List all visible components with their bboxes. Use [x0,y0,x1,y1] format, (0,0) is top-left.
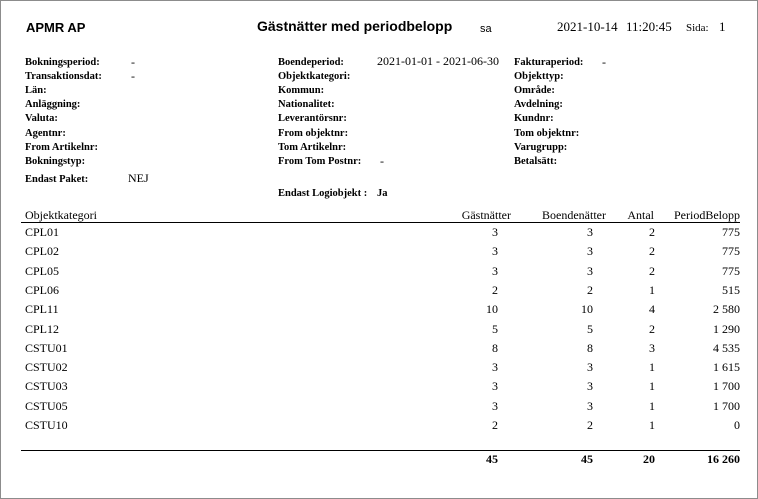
filter-value-fakturaperiod: - [602,55,606,69]
report-title: Gästnätter med periodbelopp [257,18,453,34]
filter-label-endast-logiobjekt: Endast Logiobjekt : [278,188,368,199]
filter-label-from-artikelnr: From Artikelnr: [25,142,98,153]
filter-label-varugrupp: Varugrupp: [514,142,568,153]
cell-boendenatter: 3 [587,225,593,239]
filter-value-boendeperiod: 2021-01-01 - 2021-06-30 [377,54,499,68]
cell-antal: 1 [649,283,655,297]
cell-boendenatter: 10 [581,302,593,316]
filter-label-lan: Län: [25,85,47,96]
cell-objektkategori: CPL11 [25,302,59,316]
cell-periodbelopp: 1 700 [713,379,740,393]
filter-label-anlaggning: Anläggning: [25,99,81,110]
cell-periodbelopp: 775 [722,225,740,239]
cell-boendenatter: 3 [587,360,593,374]
cell-antal: 2 [649,322,655,336]
column-header-boendenatter: Boendenätter [542,208,606,222]
cell-antal: 4 [649,302,655,316]
filter-label-kommun: Kommun: [278,85,325,96]
cell-periodbelopp: 1 700 [713,399,740,413]
cell-gastnatter: 3 [492,244,498,258]
user-name: sa [480,23,492,35]
header-rule [21,222,740,223]
filter-label-agentnr: Agentnr: [25,128,66,139]
column-header-periodbelopp: PeriodBelopp [674,208,740,222]
filter-value-endast-paket: NEJ [128,171,149,185]
cell-boendenatter: 2 [587,283,593,297]
filter-label-bokningstyp: Bokningstyp: [25,156,86,167]
cell-gastnatter: 3 [492,360,498,374]
cell-antal: 2 [649,244,655,258]
cell-objektkategori: CSTU01 [25,341,68,355]
cell-gastnatter: 3 [492,264,498,278]
filter-label-from-objektnr: From objektnr: [278,128,349,139]
filter-label-tom-artikelnr: Tom Artikelnr: [278,142,347,153]
cell-gastnatter: 3 [492,399,498,413]
filter-label-boendeperiod: Boendeperiod: [278,57,344,68]
column-header-gastnatter: Gästnätter [461,208,511,222]
cell-antal: 2 [649,225,655,239]
total-gastnatter: 45 [486,452,498,466]
cell-gastnatter: 2 [492,418,498,432]
filter-label-fakturaperiod: Fakturaperiod: [514,57,584,68]
cell-gastnatter: 3 [492,225,498,239]
cell-periodbelopp: 775 [722,244,740,258]
filter-value-transaktionsdat: - [131,69,135,83]
cell-boendenatter: 5 [587,322,593,336]
cell-antal: 1 [649,379,655,393]
company-name: APMR AP [26,20,86,35]
total-periodbelopp: 16 260 [707,452,740,466]
filter-value-bokningsperiod: - [131,55,135,69]
report-date: 2021-10-14 [557,19,618,34]
cell-boendenatter: 2 [587,418,593,432]
cell-objektkategori: CPL12 [25,322,60,336]
cell-periodbelopp: 2 580 [713,302,740,316]
filter-value-endast-logiobjekt: Ja [377,188,388,199]
filter-value-from-tom-postnr: - [380,154,384,168]
cell-gastnatter: 2 [492,283,498,297]
filter-label-avdelning: Avdelning: [514,99,563,110]
cell-objektkategori: CPL02 [25,244,60,258]
filter-label-nationalitet: Nationalitet: [278,99,335,110]
filter-label-tom-objektnr: Tom objektnr: [514,128,580,139]
cell-periodbelopp: 515 [722,283,740,297]
cell-periodbelopp: 0 [734,418,740,432]
cell-objektkategori: CPL06 [25,283,60,297]
cell-gastnatter: 5 [492,322,498,336]
filter-label-betalsatt: Betalsätt: [514,156,558,167]
filter-label-transaktionsdat: Transaktionsdat: [25,71,102,82]
filter-label-valuta: Valuta: [25,113,58,124]
cell-gastnatter: 3 [492,379,498,393]
column-header-antal: Antal [627,208,654,222]
cell-boendenatter: 3 [587,264,593,278]
cell-periodbelopp: 4 535 [713,341,740,355]
cell-antal: 1 [649,399,655,413]
filter-label-bokningsperiod: Bokningsperiod: [25,57,100,68]
filter-label-omrade: Område: [514,85,555,96]
column-header-objektkategori: Objektkategori [25,208,97,222]
cell-objektkategori: CSTU03 [25,379,68,393]
cell-boendenatter: 3 [587,399,593,413]
cell-periodbelopp: 775 [722,264,740,278]
cell-periodbelopp: 1 615 [713,360,740,374]
cell-gastnatter: 10 [486,302,498,316]
cell-objektkategori: CSTU02 [25,360,68,374]
cell-boendenatter: 8 [587,341,593,355]
cell-objektkategori: CPL01 [25,225,60,239]
cell-boendenatter: 3 [587,379,593,393]
cell-objektkategori: CPL05 [25,264,60,278]
cell-boendenatter: 3 [587,244,593,258]
cell-gastnatter: 8 [492,341,498,355]
cell-antal: 1 [649,360,655,374]
filter-label-objekttyp: Objekttyp: [514,71,564,82]
filter-label-kundnr: Kundnr: [514,113,554,124]
cell-periodbelopp: 1 290 [713,322,740,336]
total-antal: 20 [643,452,655,466]
filter-label-from-tom-postnr: From Tom Postnr: [278,156,362,167]
totals-rule [21,450,740,451]
cell-objektkategori: CSTU10 [25,418,68,432]
cell-antal: 3 [649,341,655,355]
page-number: 1 [719,19,726,34]
cell-antal: 1 [649,418,655,432]
total-boendenatter: 45 [581,452,593,466]
cell-objektkategori: CSTU05 [25,399,68,413]
filter-label-objektkategori: Objektkategori: [278,71,351,82]
cell-antal: 2 [649,264,655,278]
filter-label-leverantorsnr: Leverantörsnr: [278,113,347,124]
report-time: 11:20:45 [626,19,672,34]
filter-label-endast-paket: Endast Paket: [25,174,89,185]
page-label: Sida: [686,22,709,34]
